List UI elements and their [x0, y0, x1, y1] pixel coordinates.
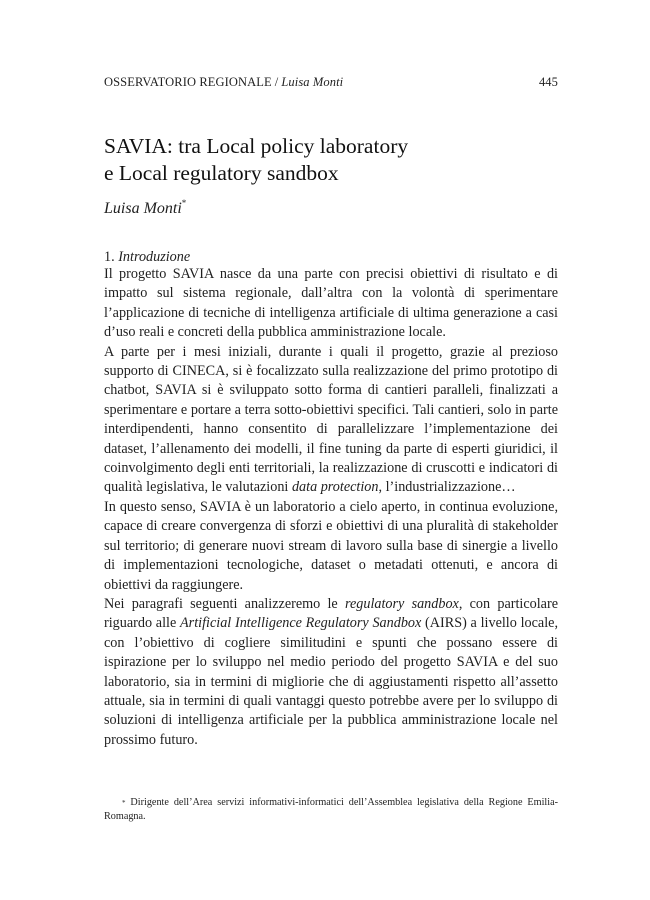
page-number: 445: [538, 75, 558, 89]
paragraph-3: In questo senso, SAVIA è un laboratorio a cielo aperto, in continua evoluzione, capace di creare convergenza di sforzi e obiettivi di una pluralità di stakeholder sul territorio; di generare nuovi stream di lavoro sulla base di sinergie a livello di implementazioni tecnologiche, dataset o metadati ottenuti, e ancora di obiettivi da raggiungere.: [104, 498, 558, 593]
footnote-text: Dirigente dell’Area servizi informativi-informatici dell’Assemblea legislativa della Regione Emilia-Romagna.: [104, 797, 558, 822]
header-author: Luisa Monti: [281, 75, 344, 89]
paragraph-4: [104, 595, 558, 750]
article-title: [104, 133, 558, 187]
title-line-2: e Local regulatory sandbox: [104, 161, 339, 185]
paragraph-4-part-a: Nei paragrafi seguenti analizzeremo le: [104, 595, 345, 612]
paragraph-2-emphasis: data protection: [291, 479, 379, 496]
title-line-1: SAVIA: tra Local policy laboratory: [104, 134, 409, 158]
journal-name: OSSERVATORIO REGIONALE: [104, 75, 272, 89]
paragraph-2-part-a: A parte per i mesi iniziali, durante i quali il progetto, grazie al prezioso supporto di CINECA, si è focalizzato sulla realizzazione del primo prototipo di chatbot, SAVIA si è sviluppato sotto forma di cantieri paralleli, finalizzati a sperimentare e portare a terra sotto-obiettivi specifici. Tali cantieri, solo in parte interdipendenti, hanno consentito di parallelizzare l’implementazione dei dataset, l’allenamento dei modelli, il fine tuning da parte di esperti giuridici, il coinvolgimento degli enti territoriali, la realizzazione di cruscotti e indicatori di qualità legislativa, le valutazioni: [104, 343, 558, 496]
section-heading: [104, 249, 190, 266]
paragraph-4-part-b: , con particolare riguardo alle: [104, 595, 559, 632]
author-name: Luisa Monti: [104, 200, 182, 217]
paragraph-4-emphasis-1: regulatory sandbox: [344, 595, 459, 612]
document-page: [104, 0, 558, 900]
footnote: [104, 796, 558, 824]
paragraph-1: Il progetto SAVIA nasce da una parte con precisi obiettivi di risultato e di impatto sul sistema regionale, dall’altra con la volontà di sperimentare l’applicazione di tecniche di intelligenza artificiale di ultima generazione a casi d’uso reali e concreti della pubblica amministrazione locale.: [104, 266, 558, 341]
footnote-mark: *: [122, 799, 126, 807]
article-author: [104, 200, 186, 218]
running-header-left: [104, 75, 343, 90]
paragraph-2: [104, 343, 558, 498]
body-text: [104, 265, 558, 750]
paragraph-4-part-c: (AIRS) a livello locale, con l’obiettivo di cogliere similitudini e spunti che possano essere di ispirazione per lo sviluppo nel medio periodo del progetto SAVIA e del suo laboratorio, sia in termini di migliorie che di aggiustamenti rispetto all’assetto attuale, sia in termini di quali vantaggi questo potrebbe avere per lo sviluppo di soluzioni di intelligenza artificiale per la pubblica amministrazione locale nel prossimo futuro.: [104, 615, 558, 748]
section-number: 1.: [104, 249, 115, 265]
paragraph-4-emphasis-2: Artificial Intelligence Regulatory Sandbox: [180, 615, 422, 632]
author-footnote-mark[interactable]: *: [181, 198, 187, 208]
section-title: Introduzione: [118, 249, 191, 265]
header-separator: /: [274, 75, 279, 89]
running-header: [104, 75, 558, 90]
paragraph-2-part-b: , l’industrializzazione…: [378, 479, 516, 496]
